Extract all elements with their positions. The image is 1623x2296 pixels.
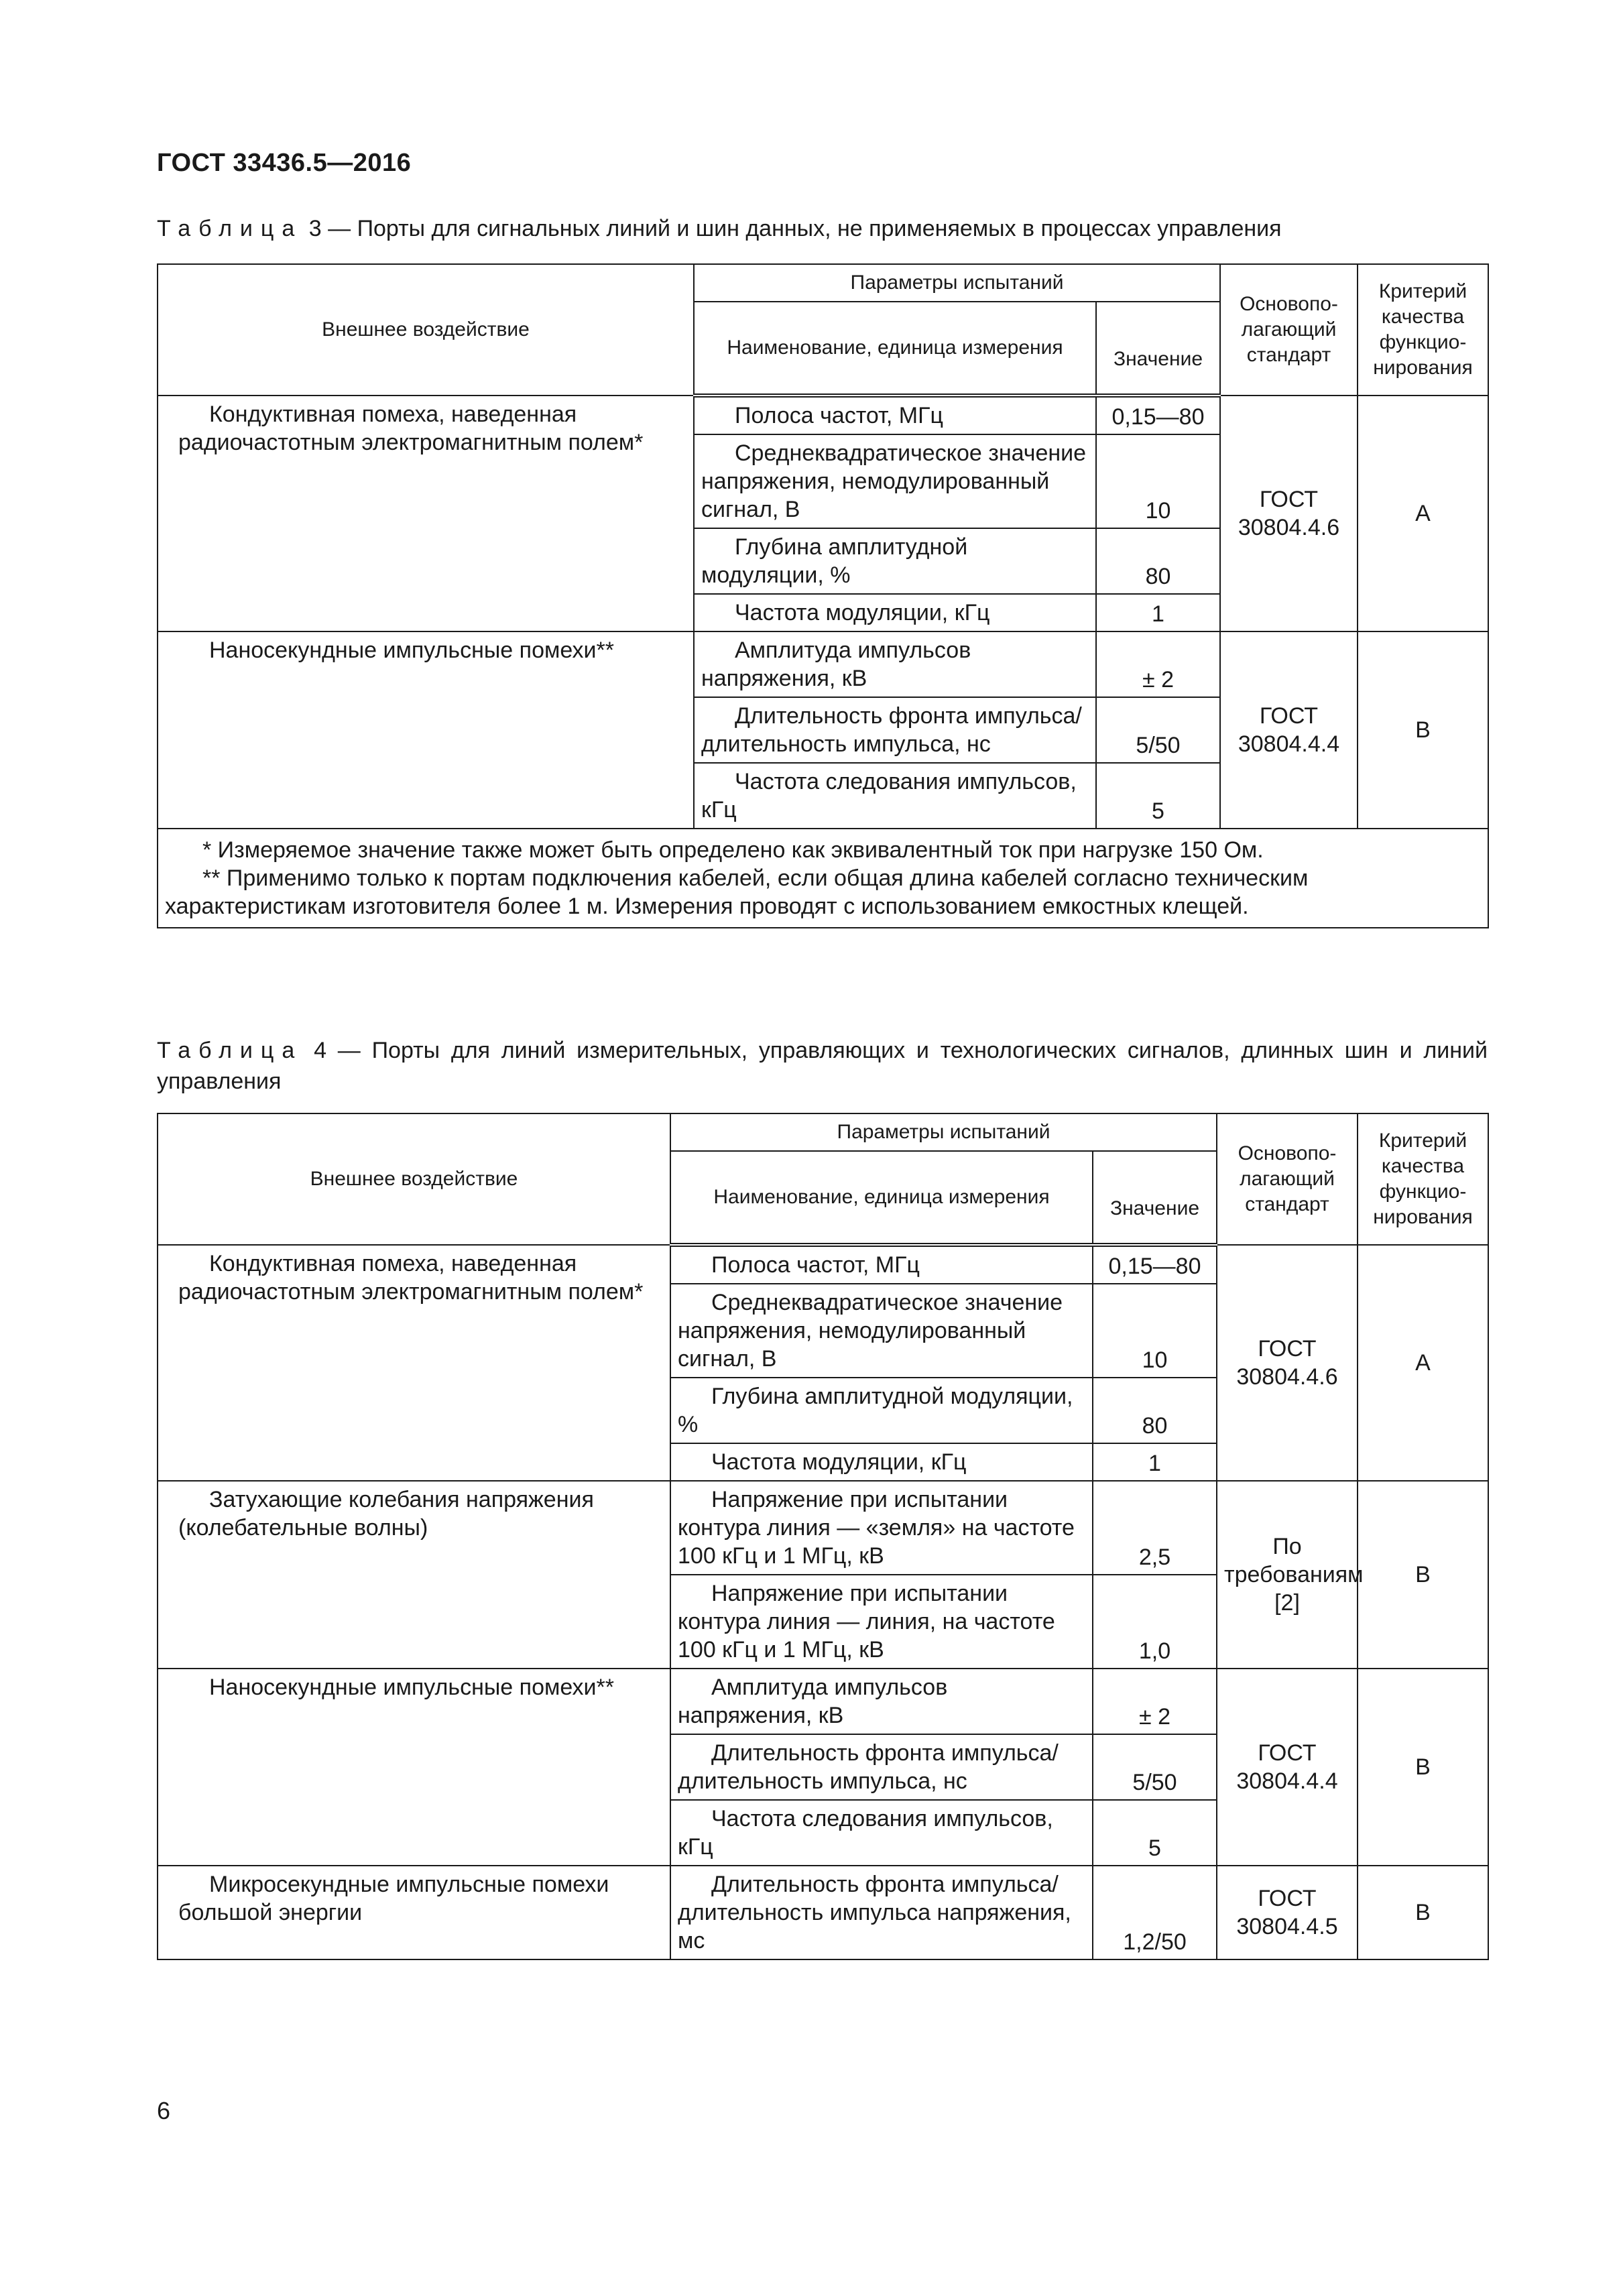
table4-header-criterion: Критерий качества функцио-нирования xyxy=(1358,1113,1488,1245)
param-value: 1 xyxy=(1096,594,1220,631)
criterion-cell: В xyxy=(1358,1481,1488,1669)
param-name: Глубина амплитудной модуляции, % xyxy=(678,1384,1073,1437)
table3-header-params: Параметры испытаний xyxy=(694,264,1220,302)
param-name: Частота модуляции, кГц xyxy=(735,600,990,625)
table3-caption-text: 3 — Порты для сигнальных линий и шин данных, не применяемых в процессах управления xyxy=(308,216,1282,241)
table3-note: ** Применимо только к портам подключения кабелей, если общая длина кабелей согласно техническим характеристикам изготовителя более 1 м. Измерения проводят с использованием емкостных клещей. xyxy=(165,865,1309,919)
param-name: Полоса частот, МГц xyxy=(735,403,943,428)
param-value: 10 xyxy=(1093,1284,1217,1378)
effect-text: Кондуктивная помеха, наведенная радиочастотным электромагнитным полем* xyxy=(178,1251,644,1305)
effect-cell xyxy=(158,1481,670,1669)
table3-header-standard: Основопо-лагающий стандарт xyxy=(1220,264,1358,396)
param-name-cell xyxy=(694,528,1096,594)
param-value: 1 xyxy=(1093,1443,1217,1481)
page-number: 6 xyxy=(157,2097,171,2124)
param-name-cell xyxy=(694,697,1096,763)
param-name: Амплитуда импульсов напряжения, кВ xyxy=(701,638,971,691)
param-name-cell xyxy=(694,631,1096,697)
effect-text: Кондуктивная помеха, наведенная радиочастотным электромагнитным полем* xyxy=(178,402,644,455)
criterion-cell: А xyxy=(1358,396,1488,631)
param-name-cell xyxy=(670,1443,1093,1481)
standard-cell: ГОСТ 30804.4.4 xyxy=(1220,631,1358,829)
table3-caption xyxy=(157,213,1488,244)
param-name-cell xyxy=(670,1481,1093,1575)
param-name: Длительность фронта импульса/длительность импульса напряжения, мс xyxy=(678,1872,1071,1953)
param-value: 5 xyxy=(1093,1800,1217,1866)
effect-cell xyxy=(158,396,694,631)
param-value: 80 xyxy=(1093,1378,1217,1443)
param-name: Среднеквадратическое значение напряжения, немодулированный сигнал, В xyxy=(701,440,1087,522)
document-number: ГОСТ 33436.5—2016 xyxy=(157,149,412,177)
param-name: Напряжение при испытании контура линия — линия, на частоте 100 кГц и 1 МГц, кВ xyxy=(678,1581,1055,1663)
param-value: ± 2 xyxy=(1093,1669,1217,1734)
table3-header-effect: Внешнее воздействие xyxy=(158,264,694,396)
param-name: Частота модуляции, кГц xyxy=(711,1449,967,1475)
param-name-cell xyxy=(670,1575,1093,1669)
table4 xyxy=(157,1113,1489,1960)
standard-cell: По требованиям [2] xyxy=(1217,1481,1358,1669)
param-name-cell xyxy=(694,594,1096,631)
effect-cell xyxy=(158,1669,670,1866)
table-row xyxy=(158,396,1488,434)
param-name: Напряжение при испытании контура линия — «земля» на частоте 100 кГц и 1 МГц, кВ xyxy=(678,1487,1075,1569)
table-row xyxy=(158,1245,1488,1284)
table4-header-standard: Основопо-лагающий стандарт xyxy=(1217,1113,1358,1245)
table3-note: * Измеряемое значение также может быть определено как эквивалентный ток при нагрузке 150 Ом. xyxy=(202,837,1264,863)
effect-text: Наносекундные импульсные помехи** xyxy=(209,638,614,663)
param-name: Частота следования импульсов, кГц xyxy=(701,769,1077,823)
table3-header-value: Значение xyxy=(1096,302,1220,396)
param-value: 2,5 xyxy=(1093,1481,1217,1575)
param-name: Длительность фронта импульса/длительность импульса, нс xyxy=(701,703,1082,757)
param-value: 5 xyxy=(1096,763,1220,829)
criterion-cell: В xyxy=(1358,631,1488,829)
effect-text: Наносекундные импульсные помехи** xyxy=(209,1675,614,1700)
param-name-cell xyxy=(694,763,1096,829)
table3-caption-label: Таблица xyxy=(157,216,303,241)
param-name-cell xyxy=(670,1734,1093,1800)
table-row xyxy=(158,1866,1488,1959)
table4-header-params: Параметры испытаний xyxy=(670,1113,1217,1151)
standard-cell: ГОСТ 30804.4.4 xyxy=(1217,1669,1358,1866)
param-name-cell xyxy=(670,1378,1093,1443)
param-name: Полоса частот, МГц xyxy=(711,1252,920,1278)
table4-header-effect: Внешнее воздействие xyxy=(158,1113,670,1245)
param-name-cell xyxy=(694,396,1096,434)
param-name: Частота следования импульсов, кГц xyxy=(678,1806,1053,1860)
param-value: 1,0 xyxy=(1093,1575,1217,1669)
param-value: 5/50 xyxy=(1093,1734,1217,1800)
standard-cell: ГОСТ 30804.4.6 xyxy=(1217,1245,1358,1481)
criterion-cell: В xyxy=(1358,1669,1488,1866)
param-name-cell xyxy=(670,1800,1093,1866)
criterion-cell: В xyxy=(1358,1866,1488,1959)
param-value: 1,2/50 xyxy=(1093,1866,1217,1959)
param-name-cell xyxy=(670,1669,1093,1734)
effect-cell xyxy=(158,631,694,829)
standard-cell: ГОСТ 30804.4.5 xyxy=(1217,1866,1358,1959)
criterion-cell: А xyxy=(1358,1245,1488,1481)
param-value: 5/50 xyxy=(1096,697,1220,763)
table3-notes xyxy=(158,829,1488,928)
effect-cell xyxy=(158,1245,670,1481)
effect-text: Затухающие колебания напряжения (колебательные волны) xyxy=(178,1487,594,1540)
param-name: Амплитуда импульсов напряжения, кВ xyxy=(678,1675,948,1728)
param-name-cell xyxy=(670,1866,1093,1959)
table3-header-criterion: Критерий качества функцио-нирования xyxy=(1358,264,1488,396)
table-row xyxy=(158,1669,1488,1734)
standard-cell: ГОСТ 30804.4.6 xyxy=(1220,396,1358,631)
param-name-cell xyxy=(670,1245,1093,1284)
effect-text: Микросекундные импульсные помехи большой энергии xyxy=(178,1872,609,1925)
table4-header-value: Значение xyxy=(1093,1151,1217,1245)
table4-header-param-name: Наименование, единица измерения xyxy=(670,1151,1093,1245)
param-value: 0,15—80 xyxy=(1093,1245,1217,1284)
param-name: Среднеквадратическое значение напряжения, немодулированный сигнал, В xyxy=(678,1290,1063,1372)
table-row xyxy=(158,631,1488,697)
table4-caption-label: Таблица xyxy=(157,1038,303,1063)
table-row xyxy=(158,1481,1488,1575)
effect-cell xyxy=(158,1866,670,1959)
table3-header-param-name: Наименование, единица измерения xyxy=(694,302,1096,396)
param-value: 80 xyxy=(1096,528,1220,594)
param-name: Длительность фронта импульса/длительность импульса, нс xyxy=(678,1740,1059,1794)
table3 xyxy=(157,263,1489,928)
param-value: 10 xyxy=(1096,434,1220,528)
param-name-cell xyxy=(670,1284,1093,1378)
table4-caption xyxy=(157,1035,1488,1097)
param-value: ± 2 xyxy=(1096,631,1220,697)
param-value: 0,15—80 xyxy=(1096,396,1220,434)
table4-caption-text: 4 — Порты для линий измерительных, управляющих и технологических сигналов, длинных шин и линий управления xyxy=(157,1038,1488,1094)
param-name-cell xyxy=(694,434,1096,528)
param-name: Глубина амплитудной модуляции, % xyxy=(701,534,968,588)
